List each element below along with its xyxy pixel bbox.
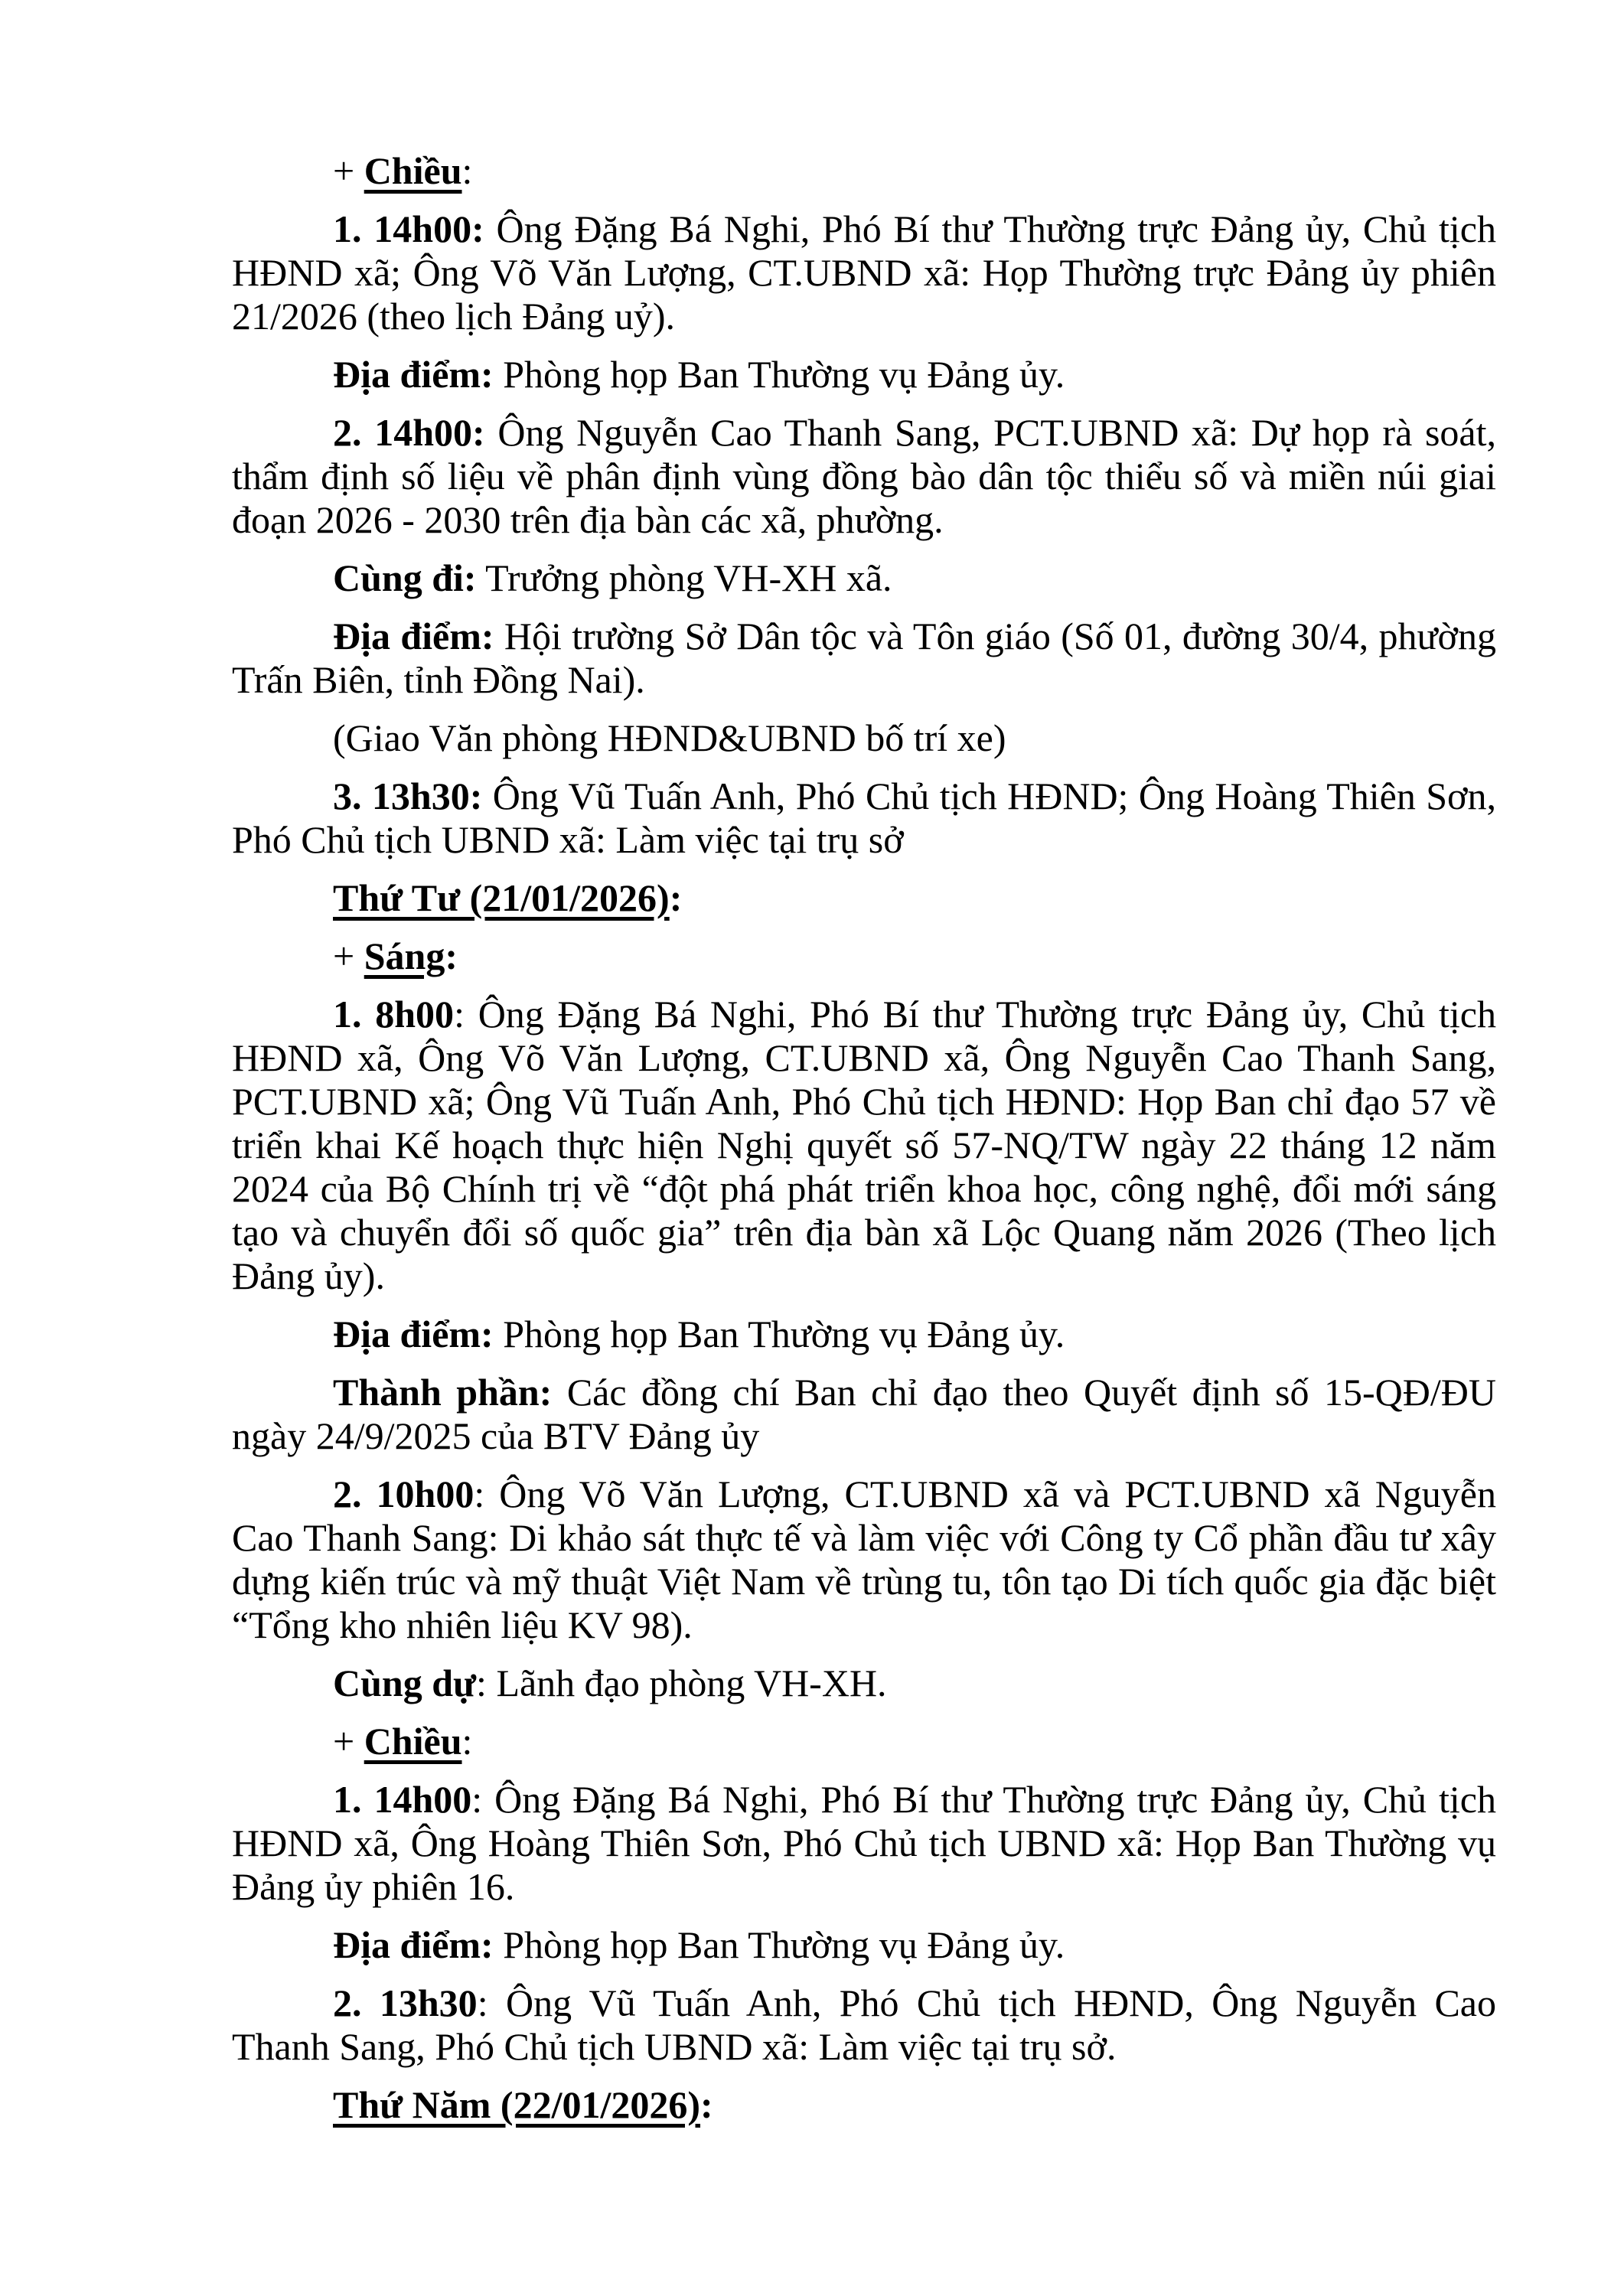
emphasis-segment: 1. 8h00	[333, 993, 455, 1035]
emphasis-segment: 3. 13h30:	[333, 775, 483, 817]
text-segment: : Ông Đặng Bá Nghi, Phó Bí thư Thường trực Đảng ủy, Chủ tịch HĐND xã, Ông Võ Văn Lượng, CT.UBND xã, Ông Nguyễn Cao Thanh Sang, PCT.UBND xã; Ông Vũ Tuấn Anh, Phó Chủ tịch HĐND: Họp Ban chỉ đạo 57 về triển khai Kế hoạch thực hiện Nghị quyết số 57-NQ/TW ngày 22 tháng 12 năm 2024 của Bộ Chính trị về “đột phá phát triển khoa học, công nghệ, đổi mới sáng tạo và chuyển đổi số quốc gia” trên địa bàn xã Lộc Quang năm 2026 (Theo lịch Đảng ủy).	[232, 993, 1496, 1297]
emphasis-segment: 1. 14h00	[333, 1778, 472, 1821]
companion-line	[232, 556, 1496, 600]
emphasis-segment: :	[700, 2083, 713, 2126]
emphasis-segment: :	[445, 934, 458, 977]
schedule-item	[232, 411, 1496, 542]
text-segment: :	[461, 1720, 473, 1763]
emphasis-segment: Địa điểm:	[333, 615, 494, 657]
text-segment: : Lãnh đạo phòng VH-XH.	[476, 1662, 887, 1704]
text-segment: :	[461, 149, 473, 192]
emphasis-segment: Thành phần:	[333, 1371, 553, 1414]
emphasis-segment: Cùng dự	[333, 1662, 477, 1704]
location-line	[232, 615, 1496, 702]
emphasis-segment: 2. 10h00	[333, 1473, 474, 1515]
text-segment: Các đồng chí Ban chỉ đạo theo Quyết định số 15-QĐ/ĐU ngày 24/9/2025 của BTV Đảng ủy	[232, 1371, 1496, 1457]
schedule-item	[232, 1473, 1496, 1647]
text-segment: +	[333, 149, 364, 192]
schedule-item	[232, 775, 1496, 862]
companion-line	[232, 1662, 1496, 1705]
location-line	[232, 1923, 1496, 1967]
emphasis-segment: 1. 14h00:	[333, 207, 484, 250]
emphasis-segment: Địa điểm:	[333, 1923, 494, 1966]
emphasis-segment: Địa điểm:	[333, 353, 494, 396]
text-segment: Trưởng phòng VH-XH xã.	[476, 556, 892, 599]
text-segment: Ông Đặng Bá Nghi, Phó Bí thư Thường trực Đảng ủy, Chủ tịch HĐND xã; Ông Võ Văn Lượng, CT.UBND xã: Họp Thường trực Đảng ủy phiên 21/2026 (theo lịch Đảng uỷ).	[232, 207, 1496, 338]
location-line	[232, 353, 1496, 396]
note-line	[232, 716, 1496, 760]
emphasis-segment: Địa điểm:	[333, 1313, 494, 1355]
schedule-item	[232, 1778, 1496, 1909]
text-segment: Ông Nguyễn Cao Thanh Sang, PCT.UBND xã: Dự họp rà soát, thẩm định số liệu về phân định vùng đồng bào dân tộc thiểu số và miền núi giai đoạn 2026 - 2030 trên địa bàn các xã, phường.	[232, 411, 1496, 541]
participants-line	[232, 1371, 1496, 1458]
schedule-item	[232, 993, 1496, 1298]
session-heading-morning	[232, 934, 1496, 978]
emphasis-segment: 2. 14h00:	[333, 411, 485, 454]
document-body	[232, 149, 1496, 2127]
day-heading-thursday	[232, 2083, 1496, 2127]
emphasis-segment: Sáng	[364, 934, 445, 977]
session-heading-afternoon-2	[232, 1720, 1496, 1763]
text-segment: : Ông Võ Văn Lượng, CT.UBND xã và PCT.UBND xã Nguyễn Cao Thanh Sang: Di khảo sát thực tế và làm việc với Công ty Cổ phần đầu tư xây dựng kiến trúc và mỹ thuật Việt Nam về trùng tu, tôn tạo Di tích quốc gia đặc biệt “Tổng kho nhiên liệu KV 98).	[232, 1473, 1496, 1646]
emphasis-segment: 2. 13h30	[333, 1981, 478, 2024]
text-segment: +	[333, 1720, 364, 1763]
text-segment: Hội trường Sở Dân tộc và Tôn giáo (Số 01, đường 30/4, phường Trấn Biên, tỉnh Đồng Nai).	[232, 615, 1496, 701]
emphasis-segment: :	[669, 876, 683, 919]
text-segment: Ông Vũ Tuấn Anh, Phó Chủ tịch HĐND; Ông Hoàng Thiên Sơn, Phó Chủ tịch UBND xã: Làm việc tại trụ sở	[232, 775, 1496, 861]
text-segment: Phòng họp Ban Thường vụ Đảng ủy.	[493, 1313, 1065, 1355]
text-segment: Phòng họp Ban Thường vụ Đảng ủy.	[493, 1923, 1065, 1966]
text-segment: : Ông Đặng Bá Nghi, Phó Bí thư Thường trực Đảng ủy, Chủ tịch HĐND xã, Ông Hoàng Thiên Sơn, Phó Chủ tịch UBND xã: Họp Ban Thường vụ Đảng ủy phiên 16.	[232, 1778, 1496, 1908]
emphasis-segment: Thứ Tư (21/01/2026)	[333, 876, 670, 919]
emphasis-segment: Cùng đi:	[333, 556, 477, 599]
text-segment: : Ông Vũ Tuấn Anh, Phó Chủ tịch HĐND, Ông Nguyễn Cao Thanh Sang, Phó Chủ tịch UBND xã: Làm việc tại trụ sở.	[232, 1981, 1496, 2068]
location-line	[232, 1313, 1496, 1356]
emphasis-segment: Thứ Năm (22/01/2026)	[333, 2083, 701, 2126]
schedule-item	[232, 1981, 1496, 2069]
session-heading-afternoon-1	[232, 149, 1496, 193]
emphasis-segment: Chiều	[364, 149, 462, 192]
text-segment: +	[333, 934, 364, 977]
emphasis-segment: Chiều	[364, 1720, 462, 1763]
text-segment: (Giao Văn phòng HĐND&UBND bố trí xe)	[333, 716, 1006, 759]
schedule-item	[232, 207, 1496, 338]
text-segment: Phòng họp Ban Thường vụ Đảng ủy.	[493, 353, 1065, 396]
day-heading-wednesday	[232, 876, 1496, 920]
